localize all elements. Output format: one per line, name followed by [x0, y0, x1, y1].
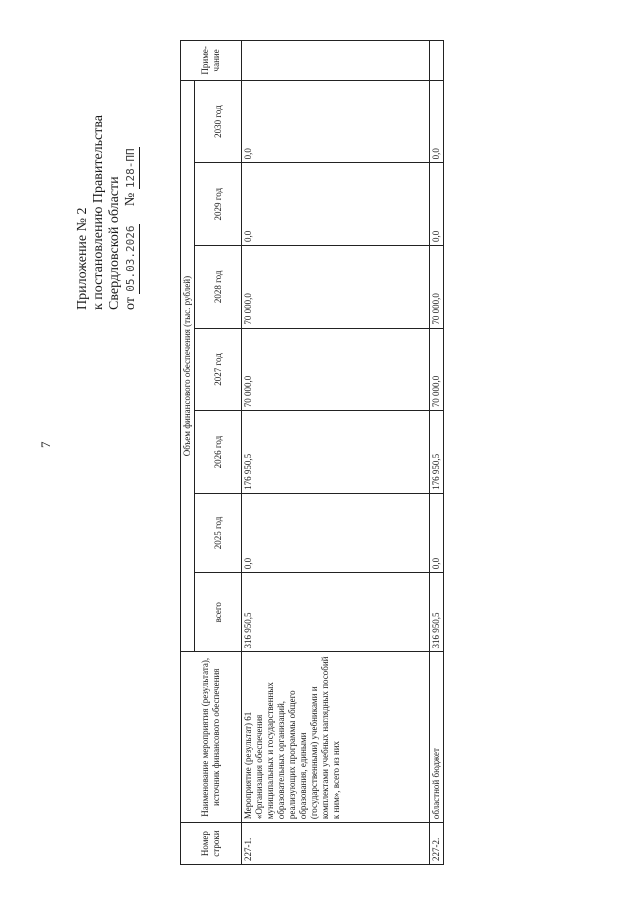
- row-note: [242, 41, 430, 81]
- resolution-number: 128-ПП: [123, 147, 140, 189]
- appendix-resolution-ref: к постановлению Правительства: [91, 114, 106, 310]
- appendix-date-line: [123, 80, 140, 310]
- header-total: всего: [195, 573, 242, 652]
- row-2030: 0,0: [242, 80, 430, 163]
- row-2026: 176 950,5: [430, 411, 444, 494]
- row-name: Мероприятие (результат) 61 «Организация обеспечения муниципальных и государственных образовательных организаций, реализующих программы общего образования, едиными (государственными) учебниками и комплектами учебных наглядных пособий к ним», всего из них: [242, 652, 430, 823]
- appendix-title: Приложение № 2: [75, 207, 90, 310]
- header-2028: 2028 год: [195, 246, 242, 329]
- header-2029: 2029 год: [195, 163, 242, 246]
- row-2027: 70 000,0: [242, 328, 430, 411]
- header-2026: 2026 год: [195, 411, 242, 494]
- row-number: 227-1.: [242, 823, 430, 865]
- header-row-no: Номер строки: [181, 823, 242, 865]
- row-number: 227-2.: [430, 823, 444, 865]
- header-2030: 2030 год: [195, 80, 242, 163]
- table-row: [242, 41, 430, 865]
- header-2025: 2025 год: [195, 493, 242, 572]
- page-number: 7: [38, 441, 53, 448]
- appendix-region: Свердловской области: [107, 176, 122, 310]
- funding-table: [180, 40, 444, 865]
- row-2029: 0,0: [242, 163, 430, 246]
- row-2025: 0,0: [242, 493, 430, 572]
- row-total: 316 950,5: [242, 573, 430, 652]
- table-row: [430, 41, 444, 865]
- appendix-header: [75, 80, 140, 310]
- row-2027: 70 000,0: [430, 328, 444, 411]
- row-2029: 0,0: [430, 163, 444, 246]
- row-note: [430, 41, 444, 81]
- row-2028: 70 000,0: [242, 246, 430, 329]
- header-funding-group: Объем финансового обеспечения (тыс. рублей): [181, 80, 195, 652]
- row-2030: 0,0: [430, 80, 444, 163]
- header-row-1: [181, 41, 195, 865]
- row-2028: 70 000,0: [430, 246, 444, 329]
- from-label: от: [123, 297, 138, 310]
- row-2026: 176 950,5: [242, 411, 430, 494]
- row-total: 316 950,5: [430, 573, 444, 652]
- resolution-date: 05.03.2026: [123, 224, 140, 294]
- header-name: Наименование мероприятия (результата), источник финансового обеспечения: [181, 652, 242, 823]
- row-name: областной бюджет: [430, 652, 444, 823]
- header-note: Приме-чание: [181, 41, 242, 81]
- header-2027: 2027 год: [195, 328, 242, 411]
- number-label: №: [123, 192, 138, 207]
- row-2025: 0,0: [430, 493, 444, 572]
